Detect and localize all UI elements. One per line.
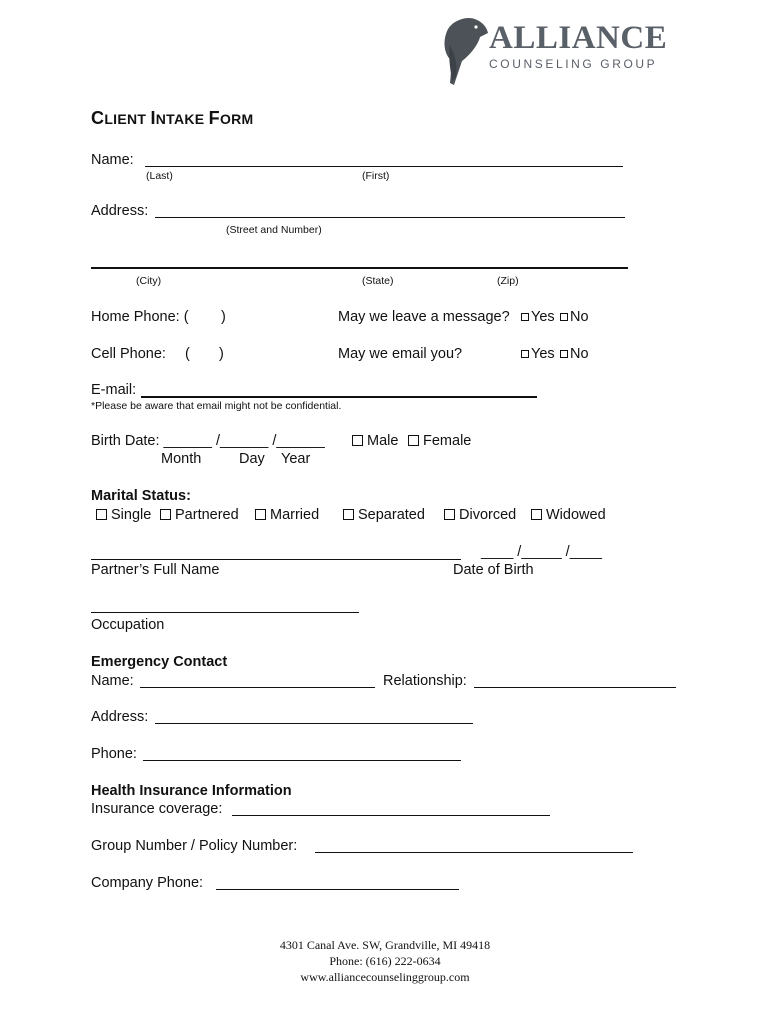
street-caption: (Street and Number) [226, 224, 322, 236]
checkbox-icon [255, 509, 266, 520]
month-caption: Month [161, 451, 202, 467]
logo-name: ALLIANCE [489, 20, 668, 56]
marital-option-divorced[interactable]: Divorced [444, 507, 516, 523]
last-caption: (Last) [146, 170, 173, 182]
footer-website[interactable]: www.alliancecounselinggroup.com [300, 970, 470, 984]
partner-name-field[interactable] [91, 559, 461, 560]
cell-phone-open-paren: ( [185, 346, 190, 362]
emergency-address-field[interactable] [155, 723, 473, 724]
company-phone-field[interactable] [216, 889, 459, 890]
cell-phone-close-paren: ) [219, 346, 224, 362]
city-caption: (City) [136, 275, 162, 287]
marital-status-heading: Marital Status: [91, 488, 191, 504]
marital-option-partnered[interactable]: Partnered [160, 507, 239, 523]
logo-tagline: COUNSELING GROUP [489, 57, 658, 71]
zip-caption: (Zip) [497, 275, 519, 287]
group-policy-label: Group Number / Policy Number: [91, 838, 298, 854]
emergency-name-field[interactable] [140, 687, 375, 688]
name-label: Name: [91, 152, 134, 168]
male-option[interactable]: Male [352, 433, 398, 449]
checkbox-icon [352, 435, 363, 446]
marital-option-married[interactable]: Married [255, 507, 319, 523]
address-label: Address: [91, 203, 149, 219]
occupation-caption: Occupation [91, 617, 165, 633]
female-option[interactable]: Female [408, 433, 471, 449]
emergency-phone-field[interactable] [143, 760, 461, 761]
message-no-option[interactable]: No [560, 309, 589, 325]
partner-dob-field[interactable]: ____ /_____ /____ [481, 544, 602, 560]
cell-phone-label: Cell Phone: [91, 346, 166, 362]
year-caption: Year [281, 451, 311, 467]
email-confidential-note: *Please be aware that email might not be confidential. [91, 400, 342, 412]
name-field[interactable] [145, 166, 623, 167]
emergency-name-label: Name: [91, 673, 134, 689]
emergency-phone-label: Phone: [91, 746, 137, 762]
email-field[interactable] [141, 396, 537, 398]
marital-option-widowed[interactable]: Widowed [531, 507, 606, 523]
state-caption: (State) [362, 275, 394, 287]
checkbox-icon [96, 509, 107, 520]
partner-name-caption: Partner’s Full Name [91, 562, 220, 578]
footer-phone: Phone: (616) 222-0634 [329, 954, 441, 968]
message-yes-option[interactable]: Yes [521, 309, 555, 325]
city-state-zip-field[interactable] [91, 267, 628, 269]
marital-option-separated[interactable]: Separated [343, 507, 425, 523]
street-field[interactable] [155, 217, 625, 218]
company-phone-label: Company Phone: [91, 875, 204, 891]
footer-address: 4301 Canal Ave. SW, Grandville, MI 49418 [279, 938, 491, 952]
bird-logo-icon [440, 15, 490, 87]
checkbox-icon [531, 509, 542, 520]
group-policy-field[interactable] [315, 852, 633, 853]
checkbox-icon [560, 313, 568, 321]
first-caption: (First) [362, 170, 390, 182]
checkbox-icon [343, 509, 354, 520]
emergency-contact-heading: Emergency Contact [91, 654, 228, 670]
home-phone-label: Home Phone: ( [91, 309, 189, 325]
leave-message-question: May we leave a message? [338, 309, 510, 325]
insurance-coverage-field[interactable] [232, 815, 550, 816]
email-no-option[interactable]: No [560, 346, 589, 362]
marital-option-single[interactable]: Single [96, 507, 151, 523]
email-label: E-mail: [91, 382, 137, 398]
occupation-field[interactable] [91, 612, 359, 613]
insurance-coverage-label: Insurance coverage: [91, 801, 223, 817]
checkbox-icon [521, 350, 529, 358]
checkbox-icon [521, 313, 529, 321]
insurance-heading: Health Insurance Information [91, 783, 292, 799]
checkbox-icon [560, 350, 568, 358]
emergency-address-label: Address: [91, 709, 149, 725]
birth-date-label: Birth Date: ______ /______ /______ [91, 433, 325, 449]
relationship-field[interactable] [474, 687, 676, 688]
email-yes-option[interactable]: Yes [521, 346, 555, 362]
checkbox-icon [444, 509, 455, 520]
home-phone-close-paren: ) [221, 309, 226, 325]
checkbox-icon [160, 509, 171, 520]
day-caption: Day [239, 451, 265, 467]
partner-dob-caption: Date of Birth [453, 562, 534, 578]
form-title: CLIENT INTAKE FORM [91, 108, 254, 128]
checkbox-icon [408, 435, 419, 446]
email-you-question: May we email you? [338, 346, 463, 362]
relationship-label: Relationship: [383, 673, 467, 689]
